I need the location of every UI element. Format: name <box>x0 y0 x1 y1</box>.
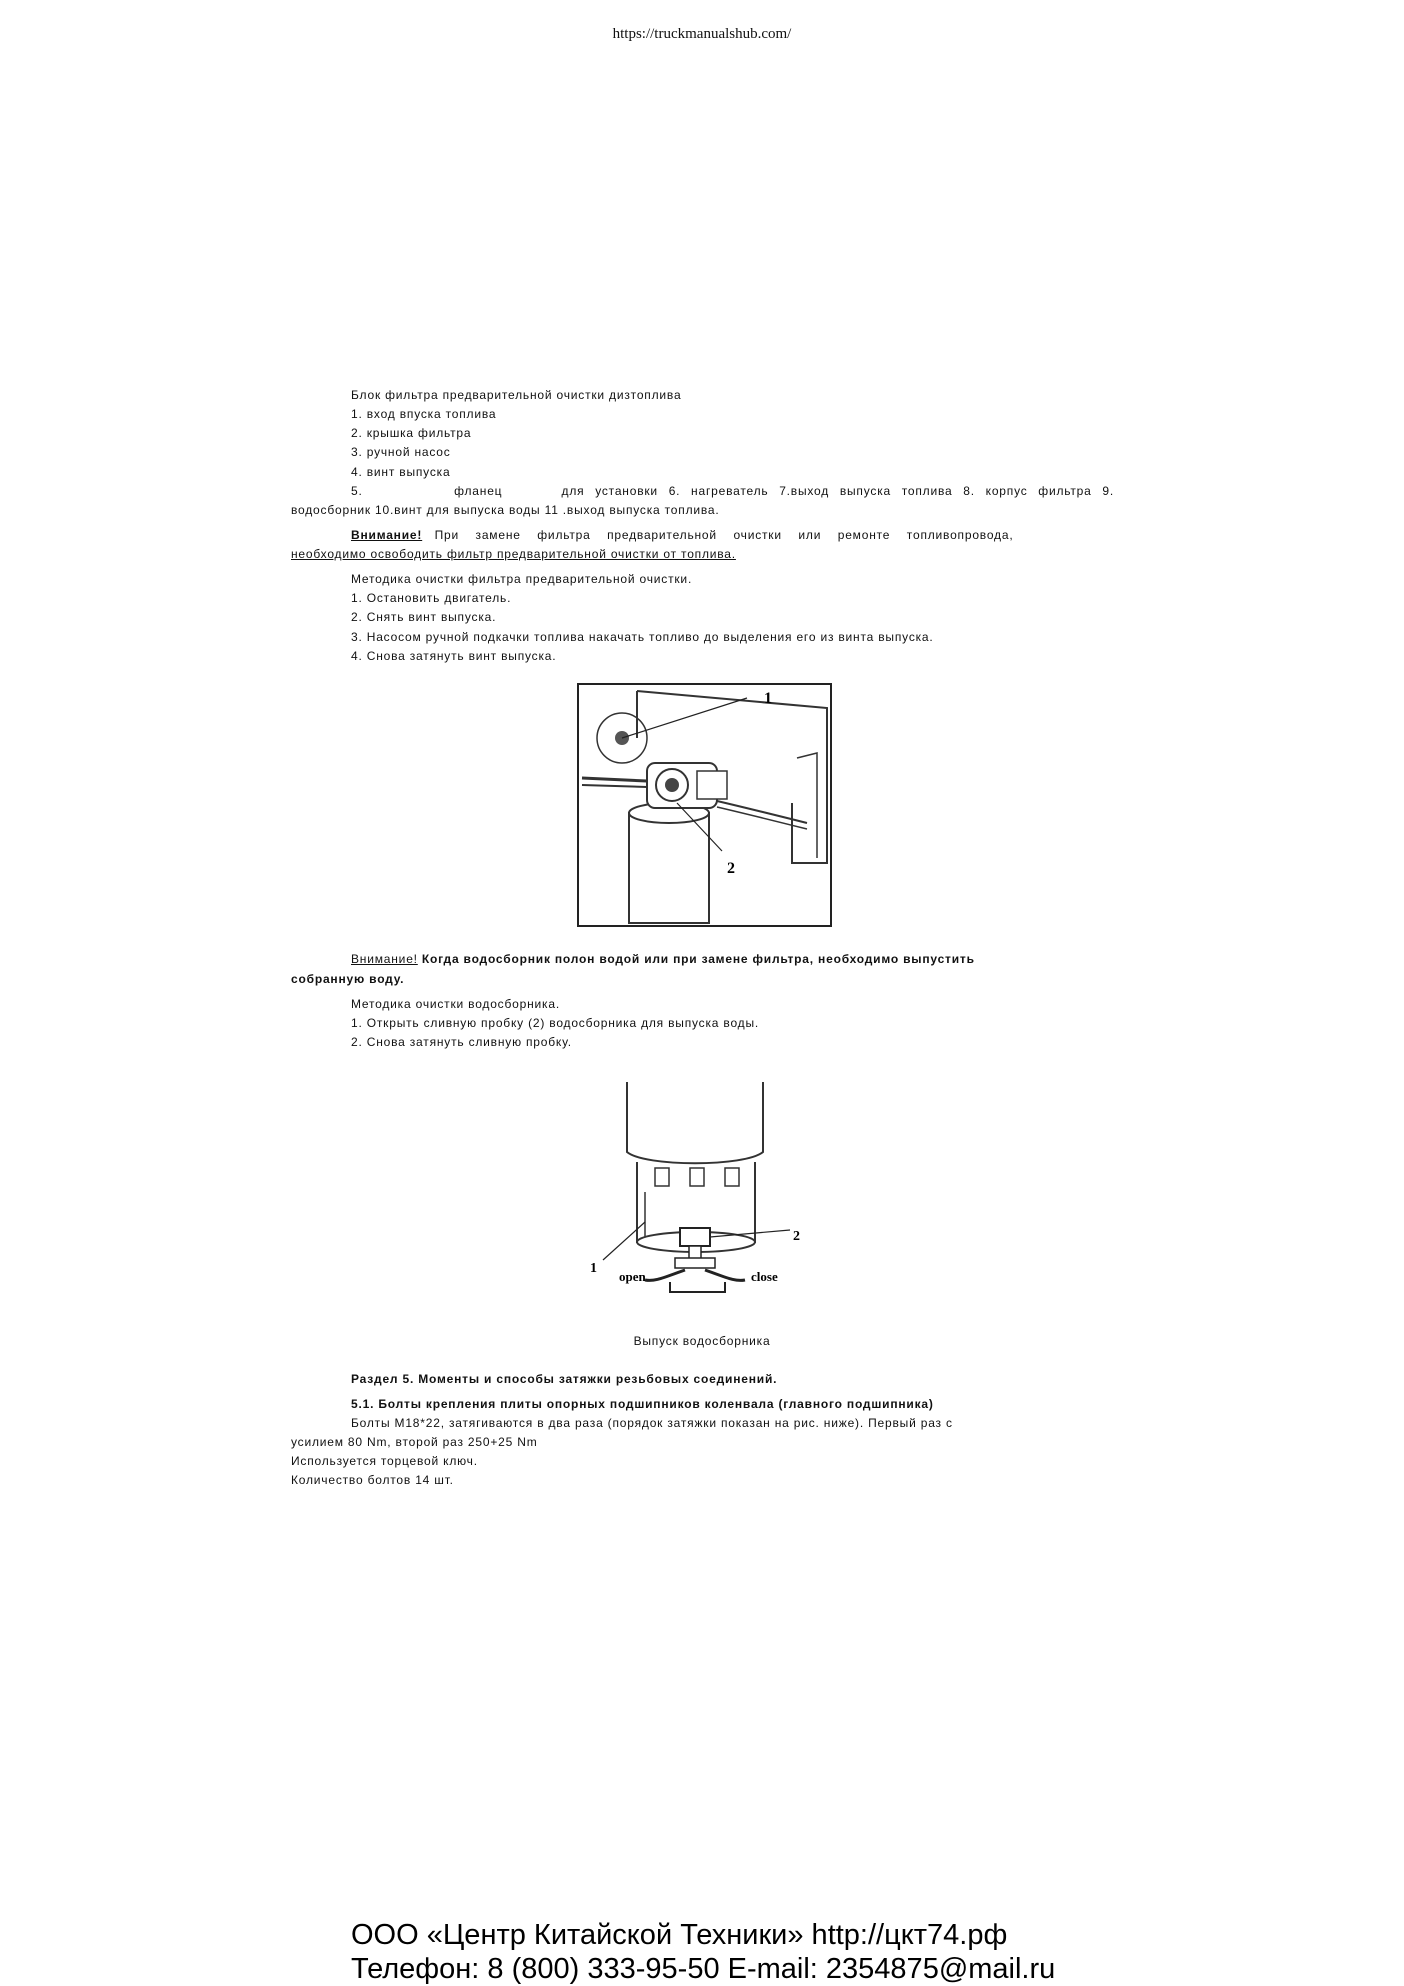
method-2-title: Методика очистки водосборника. <box>351 997 560 1011</box>
attention-2-text: Когда водосборник полон водой или при замене фильтра, необходимо выпустить <box>417 952 975 966</box>
figure-2-caption: Выпуск водосборника <box>633 1334 771 1348</box>
filter-item-5-line1: 5. фланец для установки 6. нагреватель 7.выход выпуска топлива 8. корпус фильтра 9. <box>351 484 1114 498</box>
method-2-step-2: 2. Снова затянуть сливную пробку. <box>351 1035 572 1049</box>
method-1-step-4: 4. Снова затянуть винт выпуска. <box>351 649 557 663</box>
section-5-line-1: Болты М18*22, затягиваются в два раза (порядок затяжки показан на рис. ниже). Первый раз с <box>351 1416 953 1430</box>
filter-item-3: 3. ручной насос <box>351 445 451 459</box>
section-5-subtitle: 5.1. Болты крепления плиты опорных подшипников коленвала (главного подшипника) <box>351 1397 934 1411</box>
attention-1-line2: необходимо освободить фильтр предварительной очистки от топлива. <box>291 547 736 561</box>
section-5-title: Раздел 5. Моменты и способы затяжки резьбовых соединений. <box>351 1372 778 1386</box>
method-2-step-1: 1. Открыть сливную пробку (2) водосборника для выпуска воды. <box>351 1016 760 1030</box>
figure-1-label-1: 1 <box>764 690 772 707</box>
attention-2-label: Внимание! <box>351 952 418 966</box>
method-1-step-1: 1. Остановить двигатель. <box>351 591 512 605</box>
section-5-line-2: усилием 80 Nm, второй раз 250+25 Nm <box>291 1435 538 1449</box>
attention-1-text: При замене фильтра предварительной очистки или ремонте топливопровода, <box>422 528 1014 542</box>
method-1-step-3: 3. Насосом ручной подкачки топлива накачать топливо до выделения его из винта выпуска. <box>351 630 934 644</box>
footer-company: ООО «Центр Китайской Техники» http://цкт74.рф <box>351 1919 1008 1951</box>
filter-item-1: 1. вход впуска топлива <box>351 407 497 421</box>
water-separator-figure <box>585 1082 820 1294</box>
method-1-step-2: 2. Снять винт выпуска. <box>351 610 497 624</box>
filter-item-5-line2: водосборник 10.винт для выпуска воды 11 .выход выпуска топлива. <box>291 503 720 517</box>
method-1-title: Методика очистки фильтра предварительной очистки. <box>351 572 693 586</box>
filter-item-4: 4. винт выпуска <box>351 465 451 479</box>
page-url: https://truckmanualshub.com/ <box>612 26 792 42</box>
attention-1-label: Внимание! <box>351 528 423 542</box>
attention-2-line2: собранную воду. <box>291 972 405 986</box>
footer-contacts: Телефон: 8 (800) 333-95-50 E-mail: 2354875@mail.ru <box>351 1953 1056 1985</box>
figure-2-label-1: 1 <box>590 1261 597 1276</box>
section-5-line-3: Используется торцевой ключ. <box>291 1454 478 1468</box>
figure-2-label-2: 2 <box>793 1229 800 1244</box>
figure-2-open-label: open <box>619 1269 646 1284</box>
filter-block-title: Блок фильтра предварительной очистки дизтоплива <box>351 388 682 402</box>
prefilter-figure <box>577 683 832 927</box>
filter-item-2: 2. крышка фильтра <box>351 426 472 440</box>
figure-1-label-2: 2 <box>727 860 735 877</box>
section-5-line-4: Количество болтов 14 шт. <box>291 1473 454 1487</box>
figure-2-close-label: close <box>751 1269 778 1284</box>
attention-1-line1 <box>351 526 1013 545</box>
attention-2-line1 <box>351 950 975 969</box>
